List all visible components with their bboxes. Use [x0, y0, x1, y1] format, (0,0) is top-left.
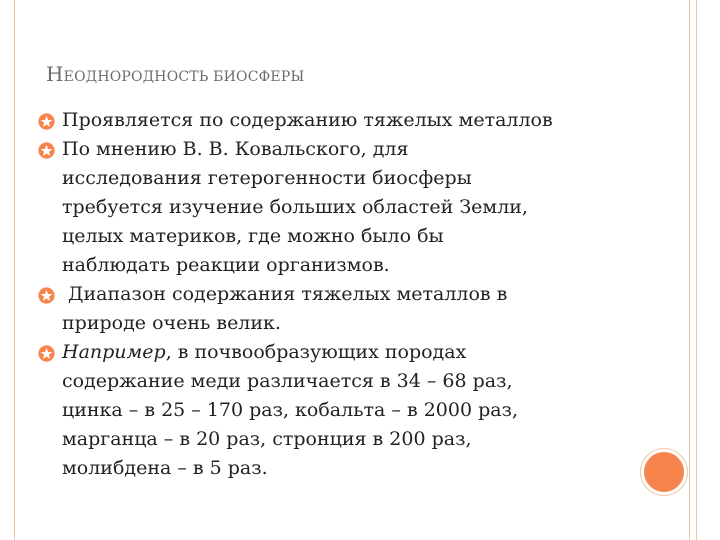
bullet-item [38, 280, 638, 338]
bullet-text-line: молибдена – в 5 раз. [62, 457, 268, 479]
bullet-text-line: природе очень велик. [62, 312, 281, 334]
bullet-text-line: содержание меди различается в 34 – 68 раз, [62, 370, 513, 392]
bullet-text-line: Проявляется по содержанию тяжелых металлов [62, 109, 553, 131]
bullet-text-line [62, 338, 638, 367]
title-rest: ЕОДНОРОДНОСТЬ БИОСФЕРЫ [63, 69, 305, 85]
title-initial: Н [46, 62, 64, 86]
bullet-text-line: наблюдать реакции организмов. [62, 254, 390, 276]
bullet-text-line: требуется изучение больших областей Земли, [62, 196, 528, 218]
bullet-text-rest: , в почвообразующих породах [165, 341, 467, 363]
bullet-text-line: цинка – в 25 – 170 раз, кобальта – в 2000 раз, [62, 399, 518, 421]
bullet-list [38, 106, 638, 483]
orange-star-bullet-icon [38, 142, 55, 159]
slide-title [46, 62, 304, 86]
bullet-text-line: исследования гетерогенности биосферы [62, 167, 472, 189]
bullet-text-line: По мнению В. В. Ковальского, для [62, 138, 409, 160]
bullet-item [38, 135, 638, 280]
orange-star-bullet-icon [38, 113, 55, 130]
orange-star-bullet-icon [38, 345, 55, 362]
bullet-item [38, 106, 638, 135]
orange-star-bullet-icon [38, 287, 55, 304]
bullet-text-line: марганца – в 20 раз, стронция в 200 раз, [62, 428, 472, 450]
decorative-circle-icon [641, 449, 687, 495]
decorative-stripe [696, 0, 697, 540]
bullet-item [38, 338, 638, 483]
bullet-text-line: Диапазон содержания тяжелых металлов в [62, 283, 508, 305]
bullet-text-line: целых материков, где можно было бы [62, 225, 444, 247]
italic-lead: Например [62, 341, 166, 363]
